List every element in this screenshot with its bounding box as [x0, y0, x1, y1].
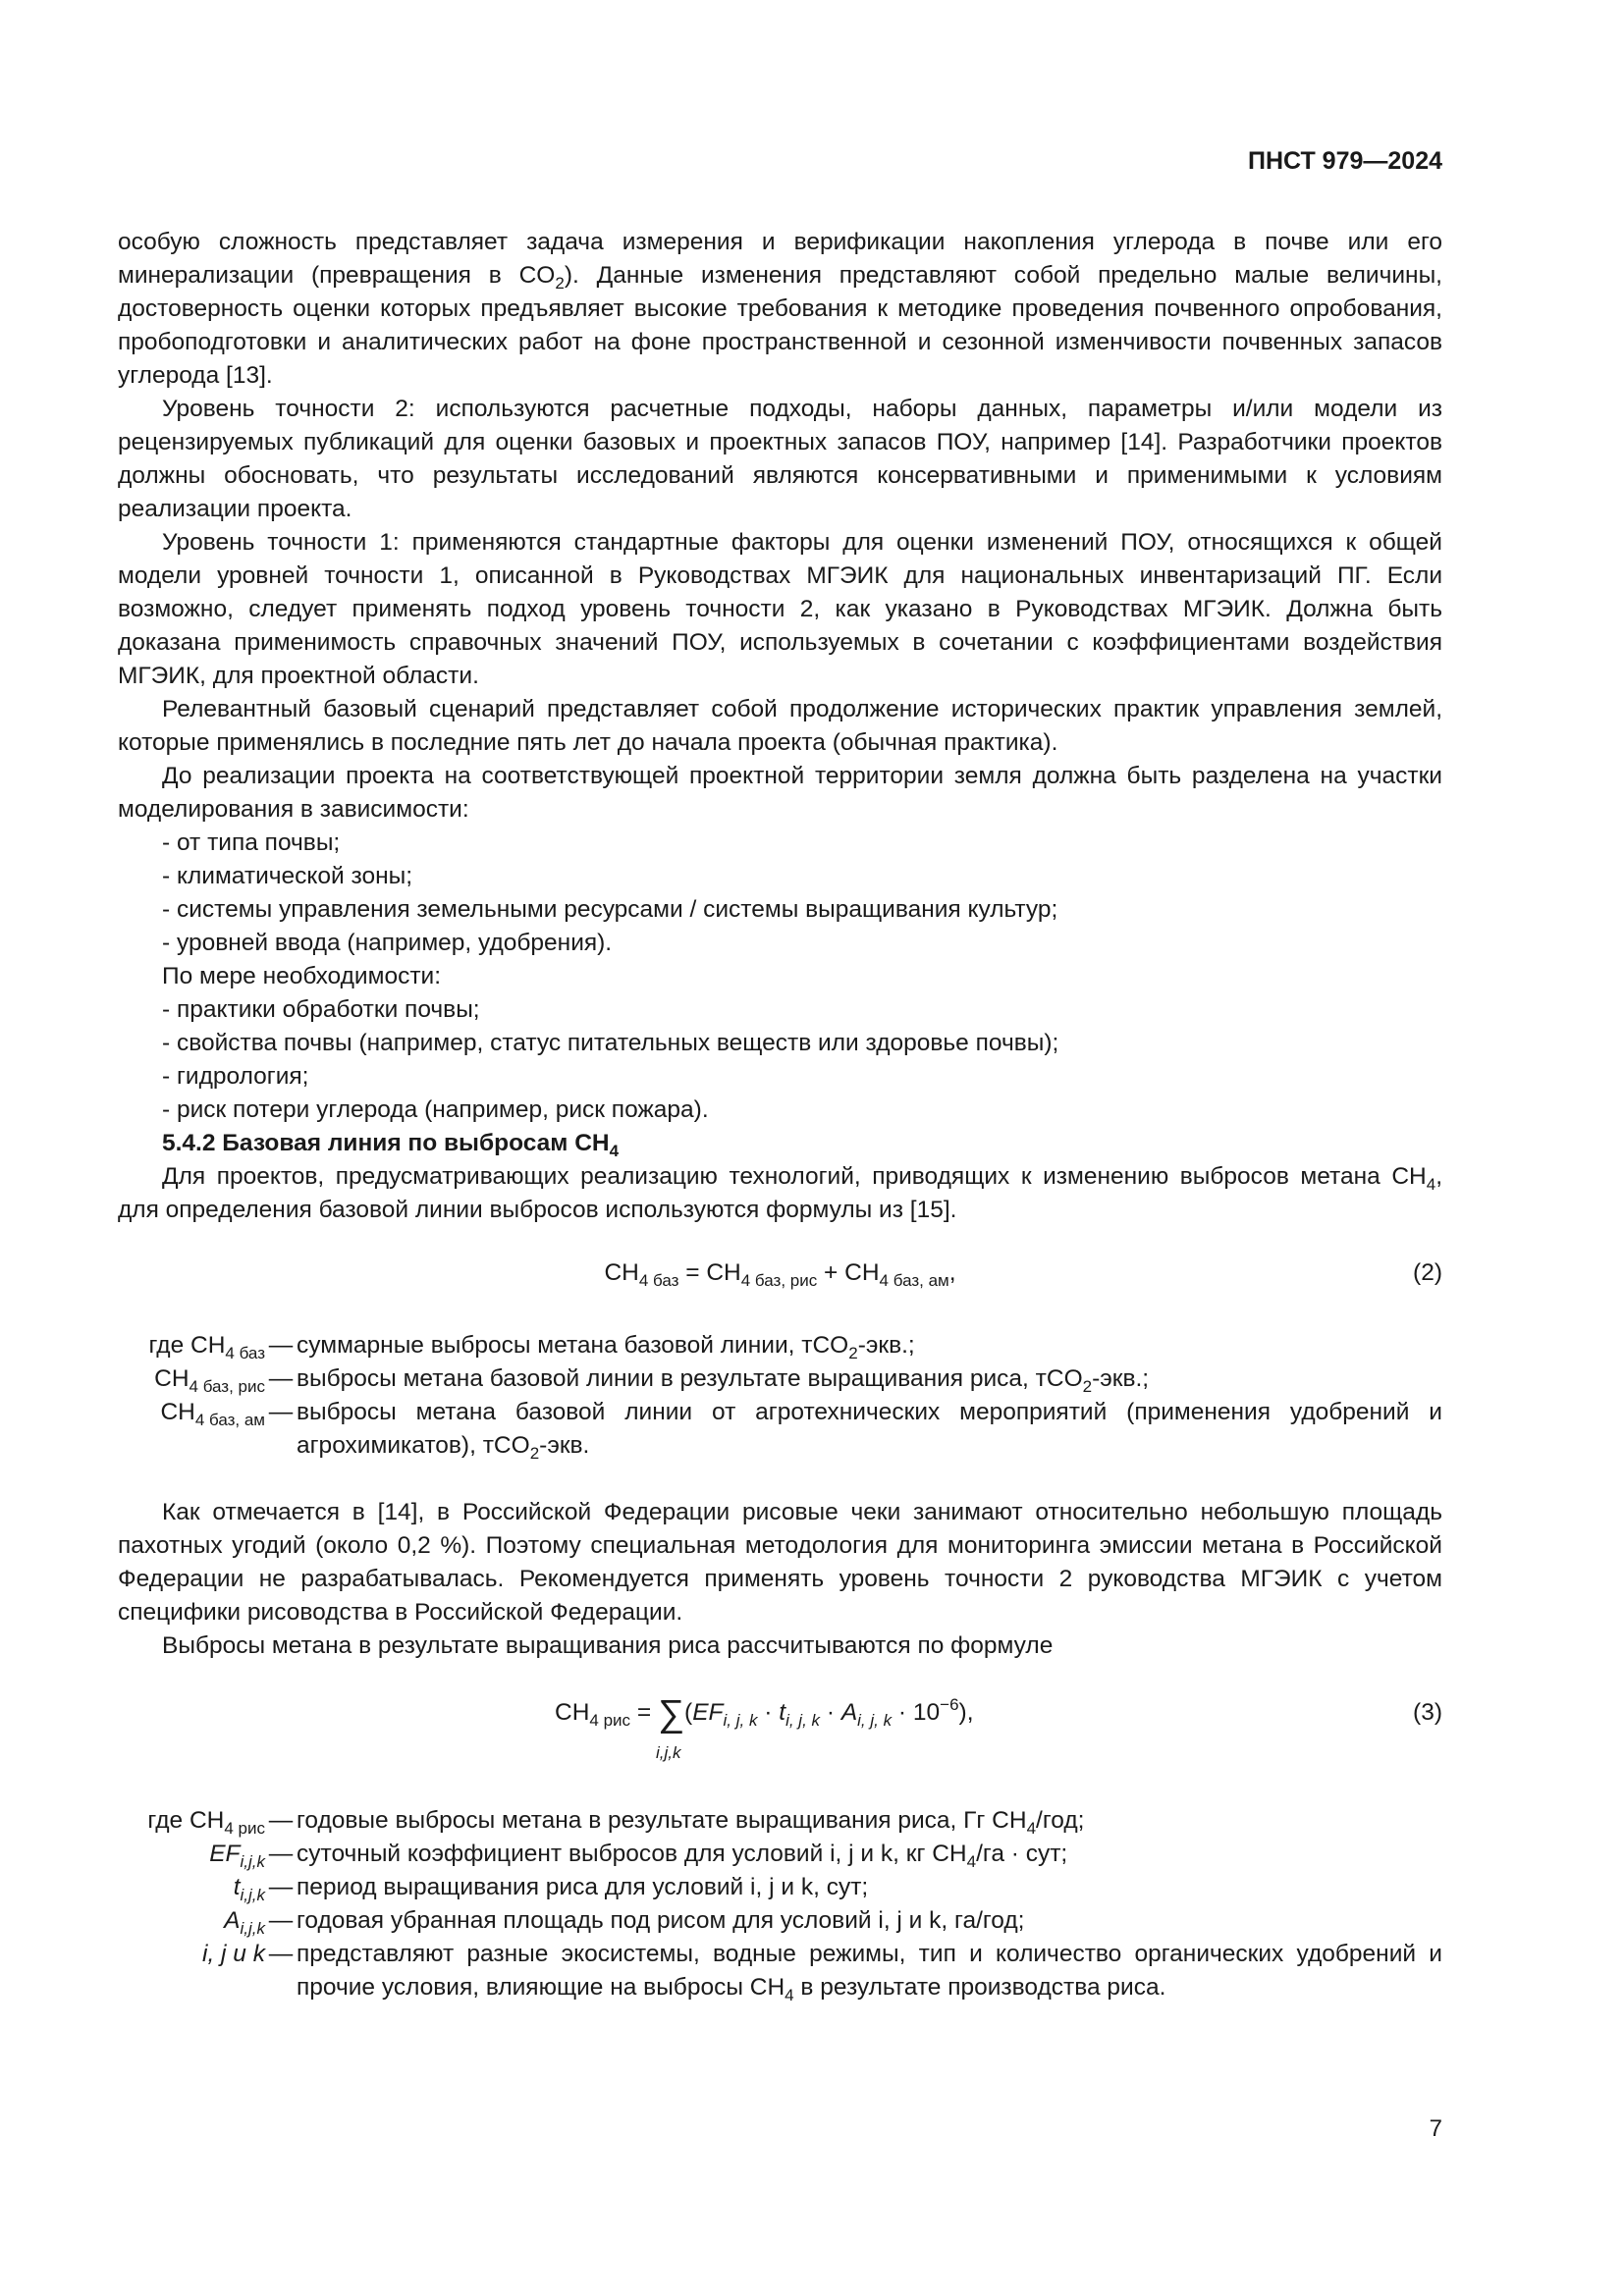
text: + CH — [817, 1259, 880, 1286]
text: · — [757, 1699, 780, 1726]
paragraph — [118, 1160, 1442, 1227]
subscript: 4 — [966, 1852, 977, 1871]
legend-term — [118, 1396, 265, 1463]
dash: — — [268, 1365, 294, 1392]
dash: — — [268, 1874, 294, 1900]
text: особую сложность представляет задача измерения и верификации накопления углерода в почве или его минерализации (превращения в CO — [118, 229, 1442, 289]
legend-description — [297, 1329, 1442, 1362]
subscript: i, j, k — [785, 1711, 821, 1730]
text: выбросы метана базовой линии от агротехнических мероприятий (применения удобрений и агрохимикатов), тCO — [297, 1399, 1442, 1459]
text: 10 — [912, 1699, 941, 1726]
text: период выращивания риса для условий i, j и k, сут; — [297, 1874, 869, 1900]
text: суммарные выбросы метана базовой линии, тCO — [297, 1332, 849, 1359]
list-item: - от типа почвы; — [162, 829, 341, 856]
text: /га · сут; — [976, 1841, 1068, 1867]
term: EF — [209, 1841, 241, 1867]
legend-description — [297, 1396, 1442, 1463]
list-item: - уровней ввода (например, удобрения). — [162, 930, 613, 956]
paragraph: Релевантный базовый сценарий представляет собой продолжение исторических практик управления землей, которые применялись в последние пять лет до начала проекта (обычная практика). — [118, 696, 1442, 756]
list-item: - свойства почвы (например, статус питательных веществ или здоровье почвы); — [162, 1030, 1059, 1056]
legend-description — [297, 1362, 1442, 1396]
subscript: 2 — [529, 1444, 540, 1463]
subscript: i,j,k — [240, 1852, 265, 1871]
formula-expression — [555, 1693, 974, 1762]
subscript: 2 — [1082, 1377, 1093, 1396]
text: в результате производства риса. — [793, 1974, 1166, 2001]
text: ), — [958, 1699, 974, 1726]
text: Для проектов, предусматривающих реализацию технологий, приводящих к изменению выбросов метана CH — [162, 1163, 1427, 1190]
text: = CH — [678, 1259, 741, 1286]
legend-description — [297, 1838, 1442, 1871]
paragraph: По мере необходимости: — [162, 963, 442, 989]
text: , — [948, 1259, 956, 1286]
dash: — — [268, 1941, 294, 1967]
list-item: - гидрология; — [162, 1063, 309, 1090]
subscript: i,j,k — [240, 1919, 265, 1938]
subscript: 4 баз, рис — [740, 1271, 818, 1290]
legend-description — [297, 1904, 1442, 1938]
text: ). Данные изменения представляют собой предельно малые величины, достоверность оценки которых предъявляет высокие требования к методике проведения почвенного опробования, пробоподготовки и аналитических работ на фоне пространственной и сезонной изменчивости почвенных запасов углерода [13]. — [118, 262, 1442, 389]
text: · — [820, 1699, 841, 1726]
subscript: 4 баз, рис — [189, 1377, 265, 1396]
text: A — [840, 1699, 858, 1726]
term: где CH — [147, 1807, 225, 1834]
text: CH — [555, 1699, 590, 1726]
term: CH — [154, 1365, 189, 1392]
text: -экв. — [539, 1432, 590, 1459]
legend-term — [118, 1871, 265, 1904]
subscript: 4 баз, ам — [879, 1271, 949, 1290]
document-code: ПНСТ 979—2024 — [1248, 147, 1442, 175]
term: t — [233, 1874, 241, 1900]
text: CH — [604, 1259, 639, 1286]
subscript: 2 — [555, 274, 565, 293]
legend-term — [118, 1804, 265, 1838]
list-item: - системы управления земельными ресурсами / системы выращивания культур; — [162, 896, 1058, 923]
dash: — — [268, 1807, 294, 1834]
formula-3 — [118, 1693, 1442, 1765]
subscript: i, j, k — [723, 1711, 758, 1730]
paragraph: Уровень точности 2: используются расчетные подходы, наборы данных, параметры и/или модели из рецензируемых публикаций для оценки базовых и проектных запасов ПОУ, например [14]. Разработчики проектов должны обосновать, что результаты исследований являются консервативными и применимыми к условиям реализации проекта. — [118, 396, 1442, 522]
term: i, j и k — [202, 1941, 265, 1967]
dash: — — [268, 1841, 294, 1867]
text: /год; — [1036, 1807, 1085, 1834]
legend-term — [118, 1938, 265, 2004]
text: годовая убранная площадь под рисом для условий i, j и k, га/год; — [297, 1907, 1025, 1934]
legend-description — [297, 1938, 1442, 2004]
legend-description — [297, 1804, 1442, 1838]
subscript: 4 — [785, 1986, 794, 2004]
formula-3-legend — [118, 1804, 1442, 2004]
text: выбросы метана базовой линии в результате выращивания риса, тCO — [297, 1365, 1083, 1392]
formula-number: (2) — [1413, 1259, 1442, 1286]
dash: — — [268, 1907, 294, 1934]
text: = — [630, 1699, 658, 1726]
subscript: i,j,k — [240, 1886, 265, 1904]
subscript: 2 — [848, 1344, 858, 1362]
subscript: 4 рис — [224, 1819, 265, 1838]
text: · — [892, 1699, 913, 1726]
paragraph — [118, 226, 1442, 393]
text: , для определения базовой линии выбросов используются формулы из [15]. — [118, 1163, 1442, 1223]
page-body — [118, 226, 1442, 2038]
text: t — [779, 1699, 786, 1726]
text: годовые выбросы метана в результате выращивания риса, Гг CH — [297, 1807, 1027, 1834]
text: представляют разные экосистемы, водные режимы, тип и количество органических удобрений и прочие условия, влияющие на выбросы CH — [297, 1941, 1442, 2001]
text: EF — [692, 1699, 724, 1726]
sigma: ∑ — [657, 1693, 685, 1735]
legend-term — [118, 1838, 265, 1871]
subscript: i, j, k — [857, 1711, 893, 1730]
paragraph: Уровень точности 1: применяются стандартные факторы для оценки изменений ПОУ, относящихся к общей модели уровней точности 1, описанной в Руководствах МГЭИК для национальных инвентаризаций ПГ. Если возможно, следует применять подход уровень точности 2, как указано в Руководствах МГЭИК. Должна быть доказана применимость справочных значений ПОУ, используемых в сочетании с коэффициентами воздействия МГЭИК, для проектной области. — [118, 529, 1442, 689]
legend-description — [297, 1871, 1442, 1904]
subscript: 4 баз, ам — [194, 1411, 265, 1429]
paragraph: Как отмечается в [14], в Российской Федерации рисовые чеки занимают относительно небольшую площадь пахотных угодий (около 0,2 %). Поэтому специальная методология для мониторинга эмиссии метана в Российской Федерации не разрабатывалась. Рекомендуется применять уровень точности 2 руководства МГЭИК с учетом специфики рисоводства в Российской Федерации. — [118, 1499, 1442, 1626]
paragraph: До реализации проекта на соответствующей проектной территории земля должна быть разделена на участки моделирования в зависимости: — [118, 763, 1442, 823]
subscript: 4 рис — [589, 1711, 631, 1730]
formula-number: (3) — [1413, 1699, 1442, 1726]
formula-2 — [118, 1256, 1442, 1290]
page-number: 7 — [1429, 2115, 1442, 2142]
text: -экв.; — [1092, 1365, 1150, 1392]
formula-2-legend — [118, 1329, 1442, 1463]
text: суточный коэффициент выбросов для условий i, j и k, кг CH — [297, 1841, 967, 1867]
legend-term — [118, 1362, 265, 1396]
legend-term — [118, 1904, 265, 1938]
subscript: 4 баз — [225, 1344, 265, 1362]
sum-limits: i,j,k — [655, 1743, 681, 1762]
text: -экв.; — [857, 1332, 915, 1359]
term: где CH — [148, 1332, 226, 1359]
superscript: −6 — [940, 1695, 959, 1714]
subscript: 4 — [1426, 1175, 1436, 1194]
sum-symbol — [655, 1693, 685, 1762]
dash: — — [268, 1332, 294, 1359]
dash: — — [268, 1399, 294, 1425]
subscript: 4 баз — [638, 1271, 679, 1290]
list-item: - риск потери углерода (например, риск пожара). — [162, 1096, 709, 1123]
list-item: - практики обработки почвы; — [162, 996, 480, 1023]
term: CH — [160, 1399, 195, 1425]
text: 5.4.2 Базовая линия по выбросам CH — [162, 1130, 610, 1156]
term: A — [224, 1907, 241, 1934]
list-item: - климатической зоны; — [162, 863, 413, 889]
subscript: 4 — [609, 1142, 620, 1160]
legend-term — [118, 1329, 265, 1362]
subscript: 4 — [1026, 1819, 1037, 1838]
text: ( — [684, 1699, 693, 1726]
paragraph: Выбросы метана в результате выращивания риса рассчитываются по формуле — [162, 1632, 1054, 1659]
section-heading — [118, 1127, 1442, 1160]
